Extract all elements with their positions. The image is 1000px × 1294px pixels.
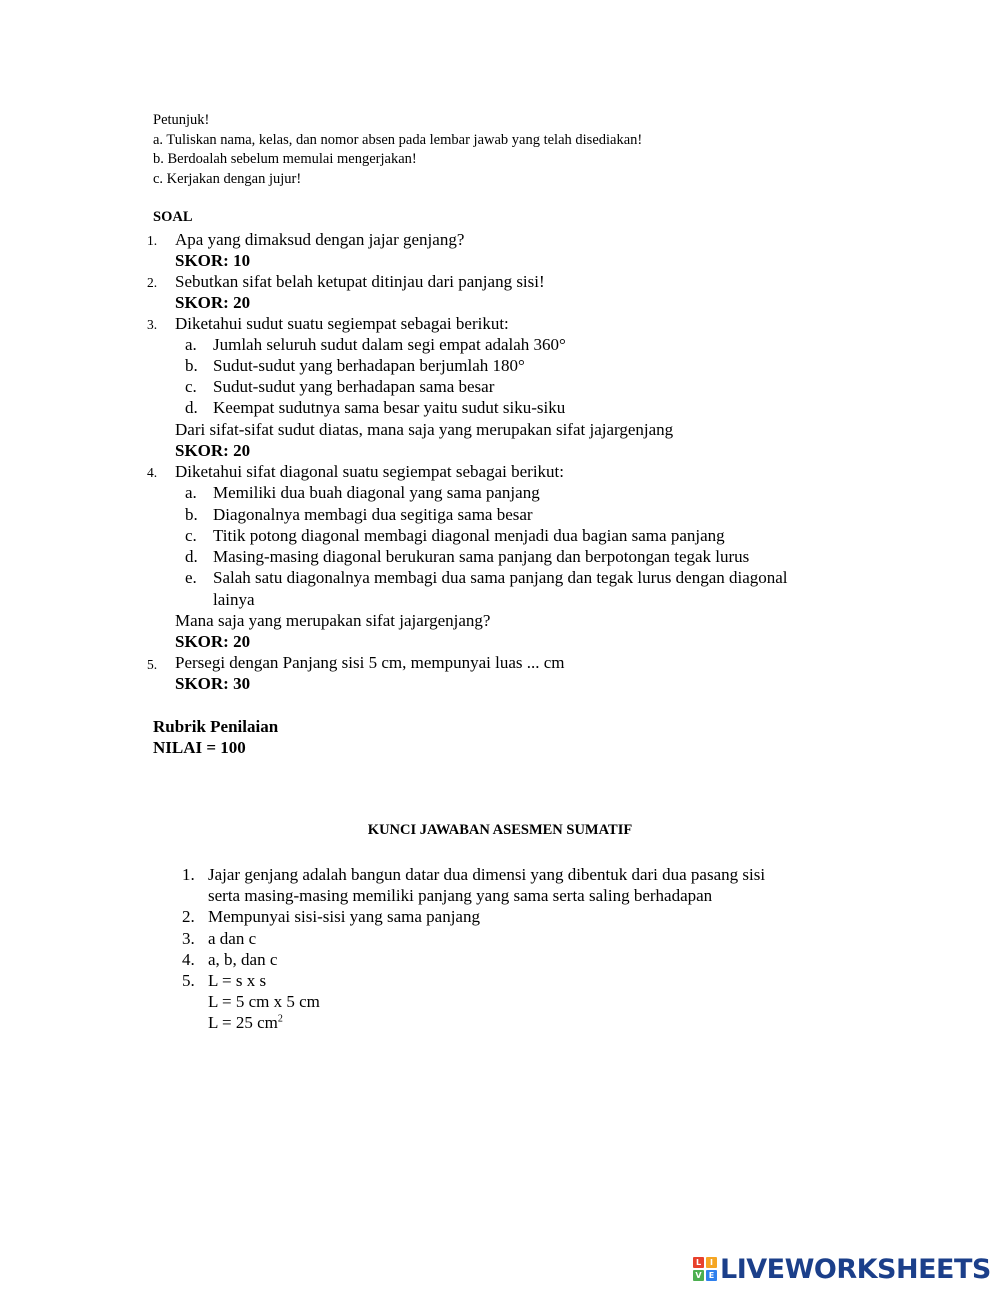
option-text: Titik potong diagonal membagi diagonal menjadi dua bagian sama panjang: [213, 526, 725, 545]
question-number: 1.: [147, 233, 158, 248]
liveworksheets-logo[interactable]: [693, 1253, 991, 1285]
question-2-score: SKOR: 20: [175, 293, 251, 312]
option-text: Salah satu diagonalnya membagi dua sama panjang dan tegak lurus dengan diagonal: [213, 568, 788, 587]
instruction-item: c. Kerjakan dengan jujur!: [153, 171, 302, 187]
option-text-continued: lainya: [213, 590, 255, 609]
logo-letter: E: [706, 1270, 717, 1281]
question-number: 5.: [147, 657, 158, 672]
answer-number: 3.: [182, 929, 195, 948]
logo-text: LIVEWORKSHEETS: [720, 1253, 991, 1285]
answer-text-continued: serta masing-masing memiliki panjang yang sama serta saling berhadapan: [208, 886, 713, 905]
rubric-value: NILAI = 100: [153, 738, 246, 757]
logo-letter: L: [693, 1257, 704, 1268]
instruction-item: a. Tuliskan nama, kelas, dan nomor absen pada lembar jawab yang telah disediakan!: [153, 132, 643, 148]
superscript: 2: [277, 1013, 283, 1025]
answer-text: Jajar genjang adalah bangun datar dua dimensi yang dibentuk dari dua pasang sisi: [208, 865, 766, 884]
option-letter: b.: [185, 356, 198, 375]
question-5-score: SKOR: 30: [175, 674, 251, 693]
question-4-followup: Mana saja yang merupakan sifat jajargenjang?: [175, 611, 491, 630]
answer-number: 4.: [182, 950, 195, 969]
question-number: 2.: [147, 275, 158, 290]
option-letter: c.: [185, 377, 197, 396]
question-1-score: SKOR: 10: [175, 251, 251, 270]
question-1-text: Apa yang dimaksud dengan jajar genjang?: [175, 230, 465, 249]
option-text: Keempat sudutnya sama besar yaitu sudut siku-siku: [213, 398, 566, 417]
question-4-text: Diketahui sifat diagonal suatu segiempat sebagai berikut:: [175, 462, 564, 481]
option-letter: b.: [185, 505, 198, 524]
option-letter: d.: [185, 547, 198, 566]
logo-icon: [693, 1257, 717, 1281]
option-letter: a.: [185, 483, 197, 502]
question-number: 4.: [147, 465, 158, 480]
answer-text-continued: L = 5 cm x 5 cm: [208, 992, 320, 1011]
answer-text: a, b, dan c: [208, 950, 278, 969]
answer-number: 2.: [182, 907, 195, 926]
option-text: Diagonalnya membagi dua segitiga sama besar: [213, 505, 533, 524]
answer-key-title: KUNCI JAWABAN ASESMEN SUMATIF: [367, 822, 633, 838]
answer-text: a dan c: [208, 929, 257, 948]
option-text: Masing-masing diagonal berukuran sama panjang dan berpotongan tegak lurus: [213, 547, 750, 566]
question-2-text: Sebutkan sifat belah ketupat ditinjau dari panjang sisi!: [175, 272, 545, 291]
option-text: Memiliki dua buah diagonal yang sama panjang: [213, 483, 540, 502]
option-letter: e.: [185, 568, 197, 587]
instructions-title: Petunjuk!: [153, 112, 210, 128]
answer-text: Mempunyai sisi-sisi yang sama panjang: [208, 907, 480, 926]
answer-formula: L = 25 cm: [208, 1013, 278, 1032]
option-text: Jumlah seluruh sudut dalam segi empat adalah 360°: [213, 335, 566, 354]
question-4-score: SKOR: 20: [175, 632, 251, 651]
question-5-text: Persegi dengan Panjang sisi 5 cm, mempunyai luas ... cm: [175, 653, 565, 672]
answer-number: 1.: [182, 865, 195, 884]
option-letter: c.: [185, 526, 197, 545]
answer-text-continued: [208, 1013, 283, 1033]
option-letter: d.: [185, 398, 198, 417]
option-text: Sudut-sudut yang berhadapan berjumlah 180°: [213, 356, 525, 375]
option-text: Sudut-sudut yang berhadapan sama besar: [213, 377, 495, 396]
question-3-score: SKOR: 20: [175, 441, 251, 460]
instruction-item: b. Berdoalah sebelum memulai mengerjakan!: [153, 151, 417, 167]
soal-heading: SOAL: [153, 209, 193, 225]
option-letter: a.: [185, 335, 197, 354]
rubric-title: Rubrik Penilaian: [153, 717, 279, 736]
question-number: 3.: [147, 317, 158, 332]
logo-letter: I: [706, 1257, 717, 1268]
question-3-text: Diketahui sudut suatu segiempat sebagai berikut:: [175, 314, 509, 333]
answer-text: L = s x s: [208, 971, 267, 990]
question-3-followup: Dari sifat-sifat sudut diatas, mana saja yang merupakan sifat jajargenjang: [175, 420, 674, 439]
logo-letter: V: [693, 1270, 704, 1281]
answer-number: 5.: [182, 971, 195, 990]
